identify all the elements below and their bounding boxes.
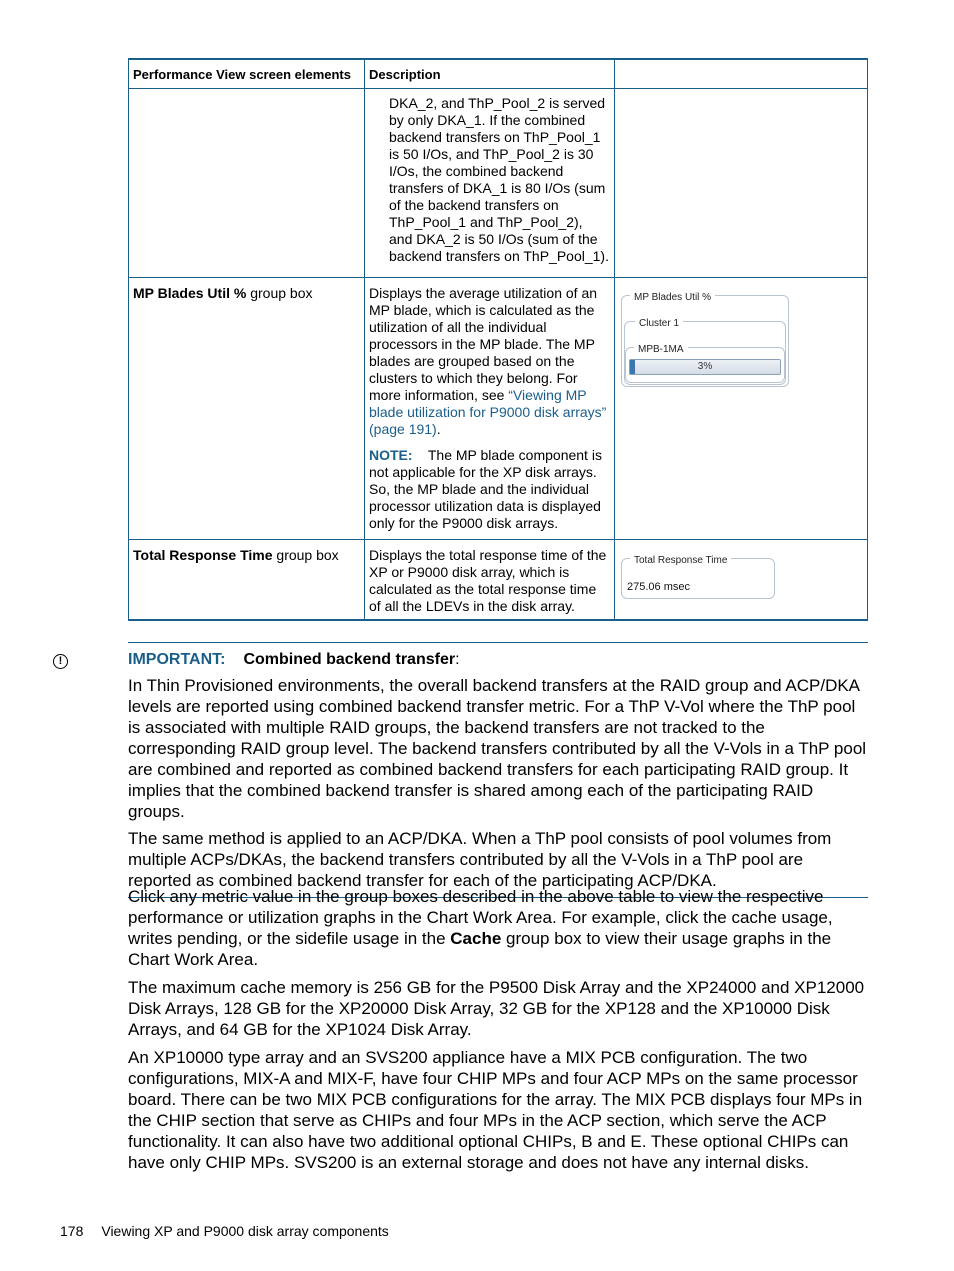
mp-blade-utilization-link[interactable]: “Viewing MP blade utilization for P9000 disk arrays” (page 191): [369, 387, 607, 437]
page-footer: [60, 1223, 407, 1239]
cell-element: [129, 540, 365, 621]
cell-description: [365, 89, 615, 278]
table-row: [129, 278, 868, 540]
note-paragraph: [369, 447, 609, 532]
table-row: [129, 540, 868, 621]
total-response-time-title: Total Response Time: [630, 552, 731, 569]
table-header-row: [129, 59, 868, 89]
group-box-suffix: group box: [246, 285, 313, 301]
mp-blade-groupbox: [625, 344, 785, 383]
important-colon: :: [455, 651, 460, 668]
footer-title: Viewing XP and P9000 disk array components: [101, 1223, 389, 1239]
body-paragraph-1: [128, 886, 870, 970]
cell-image: [615, 540, 868, 621]
mp-blades-description: [369, 285, 609, 438]
body-paragraph-2: The maximum cache memory is 256 GB for the P9500 Disk Array and the XP24000 and XP12000 Disk Arrays, 128 GB for the XP20000 Disk Array, 32 GB for the XP128 and the XP10000 Disk Arrays, and 64 GB for the XP1024 Disk Array.: [128, 978, 865, 1039]
important-title: Combined backend transfer: [243, 651, 456, 668]
cache-term: Cache: [450, 929, 502, 948]
mp-blade-util-value: 3%: [697, 361, 713, 372]
total-response-time-value[interactable]: 275.06 msec: [627, 581, 690, 593]
cluster-title: Cluster 1: [635, 315, 683, 332]
table-row: [129, 89, 868, 278]
combined-transfer-example-text: DKA_2, and ThP_Pool_2 is served by only DKA_1. If the combined backend transfers on ThP_Pool_1 is 50 I/Os, and ThP_Pool_2 is 30 I/Os, the combined backend transfers of DKA_1 is 80 I/Os (sum of the backend transfers on ThP_Pool_1 and ThP_Pool_2), and DKA_2 is 50 I/Os (sum of the backend transfers on ThP_Pool_1).: [389, 95, 609, 264]
important-label: IMPORTANT:: [128, 651, 226, 668]
mp-blade-title: MPB-1MA: [634, 341, 688, 358]
body-paragraph-3: An XP10000 type array and an SVS200 appliance have a MIX PCB configuration. The two configurations, MIX-A and MIX-F, have four CHIP MPs and four ACP MPs on the same processor board. There can be two MIX PCB configurations for the array. The MIX PCB displays four MPs in the CHIP section that serve as CHIPs and four MPs in the ACP section, which serve the ACP functionality. It can also have two additional optional CHIPs, B and E. These optional CHIPs can have only CHIP MPs. SVS200 is an external storage and does not have any internal disks.: [128, 1048, 863, 1172]
total-response-time-label: Total Response Time: [133, 547, 273, 563]
header-image: [615, 59, 868, 89]
mp-blades-util-title: MP Blades Util %: [630, 289, 715, 306]
cluster-groupbox: [624, 318, 786, 385]
important-heading: [128, 651, 868, 669]
cell-image-empty: [615, 89, 868, 278]
body-p1-end: group box to view their usage graphs in the Chart Work Area.: [128, 929, 832, 969]
mp-blade-util-bar[interactable]: [629, 359, 781, 375]
cell-image: [615, 278, 868, 540]
main-body: [128, 886, 870, 1180]
mp-blades-util-label: MP Blades Util %: [133, 285, 247, 301]
important-callout: [58, 642, 868, 898]
page-number: 178: [60, 1223, 84, 1239]
exclamation-circle-icon: !: [53, 654, 68, 669]
note-text: The MP blade component is not applicable for the XP disk arrays. So, the MP blade and the individual processor utilization data is displayed only for the P9000 disk arrays.: [369, 447, 602, 531]
total-response-time-groupbox: [621, 555, 775, 599]
header-elements: Performance View screen elements: [129, 59, 365, 89]
performance-elements-table: [128, 58, 868, 621]
header-description: Description: [365, 59, 615, 89]
body-p1-text: Click any metric value in the group boxes described in the above table to view the respective performance or utilization graphs in the Chart Work Area. For example, click the cache usage, writes pending, or the sidefile usage in the: [128, 887, 833, 948]
mp-blades-desc-end: .: [436, 421, 441, 437]
important-paragraph-1: In Thin Provisioned environments, the overall backend transfers at the RAID group and ACP/DKA levels are reported using combined backend transfer metric. For a ThP V-Vol where the ThP pool is associated with multiple RAID groups, the backend transfers are not tracked to the corresponding RAID group level. The backend transfers contributed by all the V-Vols in a ThP pool are combined and reported as combined backend transfers for each participating RAID group. It implies that the combined backend transfer is shared among each of the participating RAID groups.: [128, 676, 867, 821]
note-label: NOTE:: [369, 447, 413, 463]
group-box-suffix: group box: [272, 547, 339, 563]
mp-blades-desc-text: Displays the average utilization of an MP blade, which is calculated as the utilization of all the individual processors in the MP blade. The MP blades are grouped based on the clusters to which they belong. For more information, see: [369, 285, 598, 403]
total-response-time-description: Displays the total response time of the XP or P9000 disk array, which is calculated as the total response time of all the LDEVs in the disk array.: [369, 547, 607, 614]
cell-element-empty: [129, 89, 365, 278]
cell-description: [365, 278, 615, 540]
mp-blades-util-groupbox: [621, 292, 789, 387]
cell-description: [365, 540, 615, 621]
important-paragraph-2: The same method is applied to an ACP/DKA. When a ThP pool consists of pool volumes from multiple ACPs/DKAs, the backend transfers contributed by all the V-Vols in a ThP pool are reported as combined backend transfer for each of the participating ACP/DKA.: [128, 829, 832, 890]
mp-blade-util-fill: [630, 360, 635, 374]
cell-element: [129, 278, 365, 540]
